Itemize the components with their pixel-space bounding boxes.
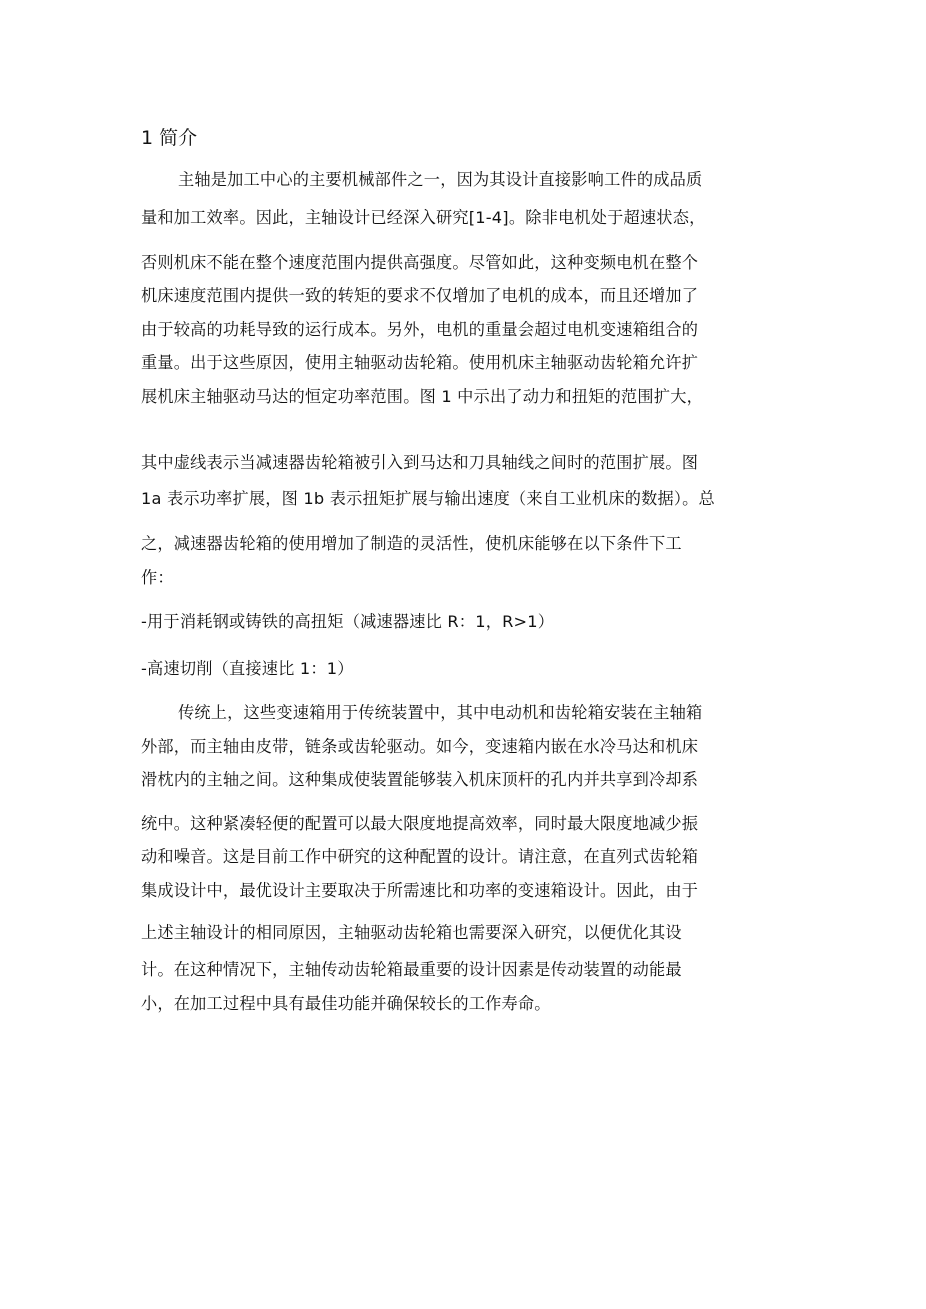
paragraph-1-line: 量和加工效率。因此，主轴设计已经深入研究[1-4]。除非电机处于超速状态，	[141, 208, 706, 227]
paragraph-2-line: 上述主轴设计的相同原因，主轴驱动齿轮箱也需要深入研究，以便优化其设	[141, 923, 682, 942]
paragraph-2-line: 计。在这种情况下，主轴传动齿轮箱最重要的设计因素是传动装置的动能最	[141, 960, 682, 979]
paragraph-1-line: 否则机床不能在整个速度范围内提供高强度。尽管如此，这种变频电机在整个	[141, 253, 699, 272]
section-heading: 1 简介	[141, 127, 198, 149]
paragraph-1-line: 重量。出于这些原因，使用主轴驱动齿轮箱。使用机床主轴驱动齿轮箱允许扩	[141, 353, 699, 372]
paragraph-1-line: 之，减速器齿轮箱的使用增加了制造的灵活性，使机床能够在以下条件下工	[141, 534, 682, 553]
list-item: -高速切削（直接速比 1：1）	[141, 659, 354, 678]
paragraph-1-line: 作：	[141, 568, 174, 587]
paragraph-1-line: 其中虚线表示当减速器齿轮箱被引入到马达和刀具轴线之间时的范围扩展。图	[141, 453, 699, 472]
paragraph-2-line: 集成设计中，最优设计主要取决于所需速比和功率的变速箱设计。因此，由于	[141, 881, 699, 900]
paragraph-2-line: 统中。这种紧凑轻便的配置可以最大限度地提高效率，同时最大限度地减少振	[141, 814, 699, 833]
paragraph-2-line: 滑枕内的主轴之间。这种集成使装置能够装入机床顶杆的孔内并共享到冷却系	[141, 770, 699, 789]
paragraph-2-line: 动和噪音。这是目前工作中研究的这种配置的设计。请注意，在直列式齿轮箱	[141, 847, 699, 866]
paragraph-1-line: 主轴是加工中心的主要机械部件之一，因为其设计直接影响工件的成品质	[178, 170, 703, 189]
list-item: -用于消耗钢或铸铁的高扭矩（减速器速比 R：1，R>1）	[141, 612, 555, 631]
paragraph-2-line: 外部，而主轴由皮带，链条或齿轮驱动。如今，变速箱内嵌在水冷马达和机床	[141, 737, 699, 756]
paragraph-1-line: 由于较高的功耗导致的运行成本。另外，电机的重量会超过电机变速箱组合的	[141, 320, 699, 339]
paragraph-2-line: 小，在加工过程中具有最佳功能并确保较长的工作寿命。	[141, 994, 551, 1013]
paragraph-1-line: 展机床主轴驱动马达的恒定功率范围。图 1 中示出了动力和扭矩的范围扩大，	[141, 387, 703, 406]
paragraph-1-line: 机床速度范围内提供一致的转矩的要求不仅增加了电机的成本，而且还增加了	[141, 286, 699, 305]
paragraph-1-line: 1a 表示功率扩展，图 1b 表示扭矩扩展与输出速度（来自工业机床的数据）。总	[141, 489, 715, 508]
paragraph-2-line: 传统上，这些变速箱用于传统装置中，其中电动机和齿轮箱安装在主轴箱	[178, 703, 703, 722]
